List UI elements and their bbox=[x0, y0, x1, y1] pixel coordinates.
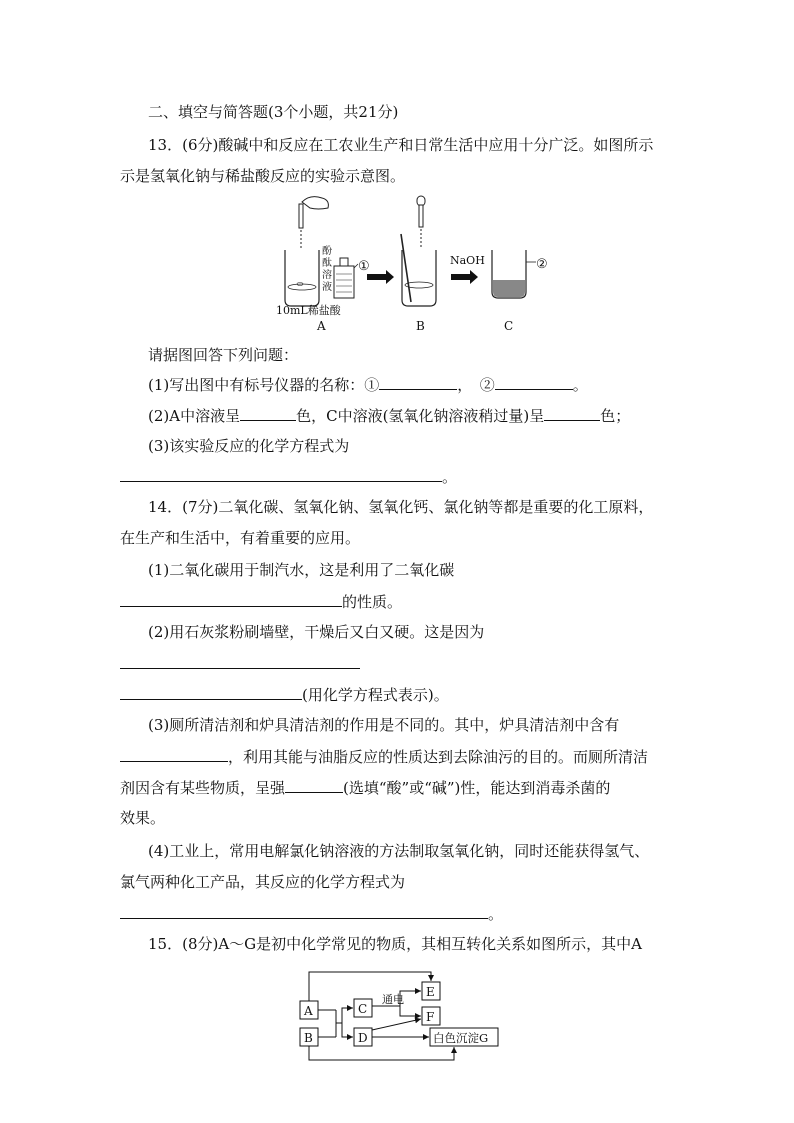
q14-part-1: (1)二氧化碳用于制汽水，这是利用了二氧化碳 bbox=[148, 561, 455, 579]
q14-part-2-answer-line-1 bbox=[120, 653, 360, 674]
q14-stem-line-2: 在生产和生活中，有着重要的应用。 bbox=[120, 529, 361, 547]
marker-1: ① bbox=[358, 259, 370, 274]
q14-part-4-line-2: 氯气两种化工产品，其反应的化学方程式为 bbox=[120, 873, 406, 891]
dropper-a bbox=[299, 204, 303, 228]
q14-p3-3-prefix: 剂因含有某些物质，呈强 bbox=[120, 779, 286, 797]
box-f-label: F bbox=[426, 1010, 435, 1024]
arrow-label-electrolysis: 通电 bbox=[382, 993, 404, 1006]
q14-part-2-answer-line-2 bbox=[120, 684, 449, 705]
q14-blank-1[interactable] bbox=[120, 591, 342, 607]
q13-p1-end: 。 bbox=[572, 376, 588, 394]
q13-stem-line-1: 13．(6分)酸碱中和反应在工农业生产和日常生活中应用十分广泛。如图所示 bbox=[148, 136, 654, 154]
beaker-a bbox=[285, 250, 319, 306]
indicator-label-1: 酚 bbox=[322, 246, 332, 257]
indicator-label-2: 酞 bbox=[322, 258, 332, 269]
label-b: B bbox=[416, 319, 425, 333]
q14-part-3-line-2 bbox=[120, 746, 648, 767]
q13-blank-5[interactable] bbox=[120, 466, 442, 482]
section-header: 二、填空与简答题(3个小题，共21分) bbox=[148, 103, 399, 121]
q13-prompt: 请据图回答下列问题： bbox=[148, 346, 299, 364]
q14-blank-5[interactable] bbox=[285, 777, 343, 793]
q13-blank-1[interactable] bbox=[379, 374, 457, 390]
q14-p3-3-end: (选填“酸”或“碱”)性，能达到消毒杀菌的 bbox=[343, 779, 611, 797]
hand-a bbox=[302, 197, 328, 209]
q13-p1-prefix: (1)写出图中有标号仪器的名称：① bbox=[148, 376, 380, 394]
q14-p3-2-end: ，利用其能与油脂反应的性质达到去除油污的目的。而厕所清洁 bbox=[228, 748, 649, 766]
q14-part-3-line-1: (3)厕所清洁剂和炉具清洁剂的作用是不同的。其中，炉具清洁剂中含有 bbox=[148, 716, 620, 734]
q13-p3-end: 。 bbox=[442, 468, 458, 486]
q13-part-3-answer bbox=[120, 466, 457, 487]
box-b-label: B bbox=[304, 1031, 313, 1045]
q13-blank-4[interactable] bbox=[544, 405, 600, 421]
label-a: A bbox=[317, 319, 326, 333]
label-c: C bbox=[504, 319, 514, 333]
indicator-label-3: 溶 bbox=[322, 270, 332, 281]
q13-part-3: (3)该实验反应的化学方程式为 bbox=[148, 437, 350, 455]
q14-p1-end: 的性质。 bbox=[342, 593, 403, 611]
q13-part-2 bbox=[148, 405, 630, 426]
indicator-label-4: 液 bbox=[322, 282, 332, 293]
q13-stem-line-2: 示是氢氧化钠与稀盐酸反应的实验示意图。 bbox=[120, 167, 406, 185]
q13-blank-2[interactable] bbox=[495, 374, 573, 390]
q14-p4-end: 。 bbox=[488, 905, 504, 923]
arrow-reagent-label: NaOH bbox=[450, 254, 485, 267]
q13-blank-3[interactable] bbox=[240, 405, 296, 421]
arrow-2 bbox=[451, 270, 478, 284]
dropper-b bbox=[419, 205, 423, 227]
q14-stem-line-1: 14．(7分)二氧化碳、氢氧化钠、氢氧化钙、氯化钠等都是重要的化工原料， bbox=[148, 498, 654, 516]
marker-2: ② bbox=[536, 257, 548, 272]
q13-p2-mid: 色，C中溶液(氢氧化钠溶液稍过量)呈 bbox=[296, 407, 545, 425]
dropper-bottle bbox=[334, 266, 354, 298]
box-g-label: 白色沉淀G bbox=[433, 1031, 489, 1045]
q13-part-1 bbox=[148, 374, 588, 395]
q14-blank-4[interactable] bbox=[120, 746, 228, 762]
q14-part-3-line-4: 效果。 bbox=[120, 809, 166, 827]
q14-part-3-line-3 bbox=[120, 777, 610, 798]
q13-p2-prefix: (2)A中溶液呈 bbox=[148, 407, 241, 425]
q14-blank-6[interactable] bbox=[120, 903, 488, 919]
acid-label: 10mL稀盐酸 bbox=[276, 304, 341, 317]
q15-relationship-diagram bbox=[290, 966, 510, 1066]
q14-blank-3[interactable] bbox=[120, 684, 302, 700]
q13-p1-sep: ， ② bbox=[457, 376, 495, 394]
q14-part-4-line-1: (4)工业上，常用电解氯化钠溶液的方法制取氢氧化钠，同时还能获得氢气、 bbox=[148, 842, 650, 860]
box-a-label: A bbox=[304, 1004, 313, 1018]
box-d-label: D bbox=[358, 1031, 368, 1045]
beaker-c-solution bbox=[493, 280, 525, 297]
q15-stem: 15．(8分)A～G是初中化学常见的物质，其相互转化关系如图所示，其中A bbox=[148, 935, 642, 953]
q13-experiment-figure bbox=[270, 192, 570, 334]
box-e-label: E bbox=[426, 985, 435, 999]
q14-blank-2[interactable] bbox=[120, 653, 360, 669]
box-c-label: C bbox=[358, 1002, 368, 1016]
arrow-1 bbox=[367, 270, 394, 284]
q14-p2-end: (用化学方程式表示)。 bbox=[302, 686, 449, 704]
q14-part-2: (2)用石灰浆粉刷墙壁，干燥后又白又硬。这是因为 bbox=[148, 623, 485, 641]
q13-p2-end: 色； bbox=[600, 407, 631, 425]
q14-part-1-answer bbox=[120, 591, 402, 612]
q14-part-4-answer bbox=[120, 903, 503, 924]
